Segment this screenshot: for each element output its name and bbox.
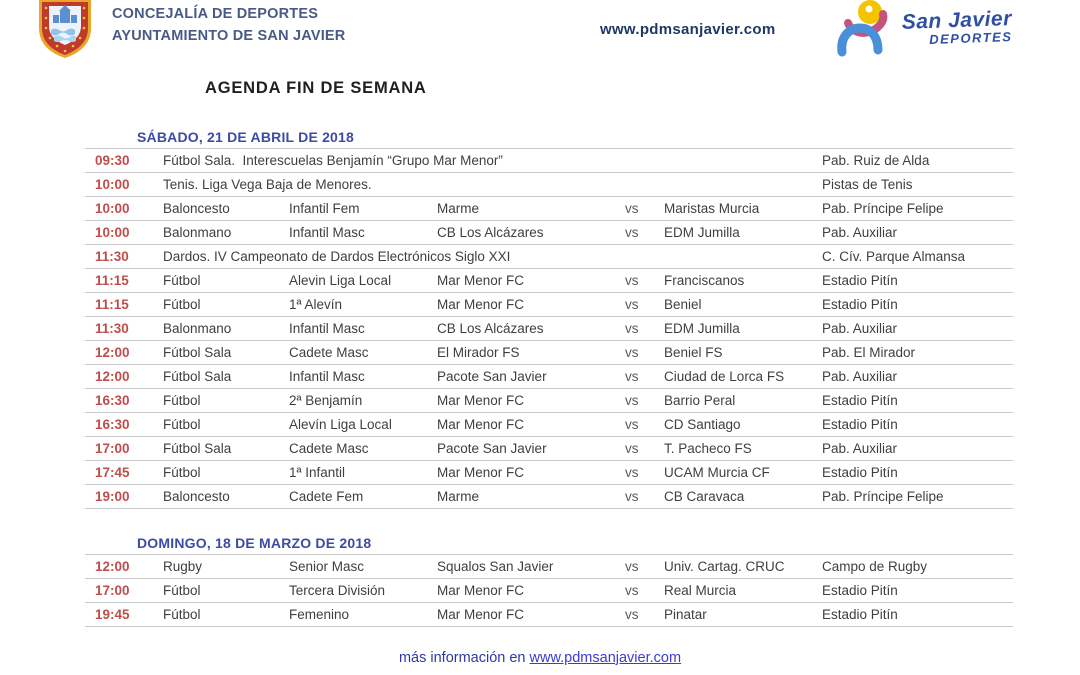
away-team: Franciscanos <box>664 273 745 288</box>
website-link[interactable]: www.pdmsanjavier.com <box>600 21 776 38</box>
home-team: Mar Menor FC <box>437 417 525 432</box>
event-category: Cadete Masc <box>289 441 369 456</box>
stylized-person-icon <box>826 0 904 58</box>
event-venue: Pab. Auxiliar <box>822 441 898 456</box>
event-venue: Pab. Príncipe Felipe <box>822 201 944 216</box>
event-category: Tercera División <box>289 583 386 598</box>
schedule-table <box>85 128 1013 627</box>
event-time: 10:00 <box>95 225 130 240</box>
vs-label: vs <box>625 417 639 432</box>
vs-label: vs <box>625 201 639 216</box>
shield-icon <box>38 0 92 58</box>
event-sport: Baloncesto <box>163 489 230 504</box>
event-venue: Pistas de Tenis <box>822 177 913 192</box>
event-time: 12:00 <box>95 345 130 360</box>
section-heading: DOMINGO, 18 DE MARZO DE 2018 <box>137 535 372 551</box>
event-venue: Pab. Auxiliar <box>822 321 898 336</box>
footer-text: más información en <box>398 650 530 666</box>
away-team: CB Caravaca <box>664 489 745 504</box>
away-team: Univ. Cartag. CRUC <box>664 559 785 574</box>
section-heading: SÁBADO, 21 DE ABRIL DE 2018 <box>137 129 355 145</box>
schedule-row <box>85 173 1013 197</box>
vs-label: vs <box>625 225 639 240</box>
event-time: 17:45 <box>95 465 130 480</box>
away-team: Barrio Peral <box>664 393 736 408</box>
schedule-row <box>85 437 1013 461</box>
event-time: 10:00 <box>95 201 130 216</box>
away-team: UCAM Murcia CF <box>664 465 770 480</box>
schedule-row <box>85 197 1013 221</box>
logo-subtitle: DEPORTES <box>928 29 1013 47</box>
event-time: 11:15 <box>95 297 129 312</box>
event-venue: Estadio Pitín <box>822 273 898 288</box>
schedule-row <box>85 389 1013 413</box>
home-team: Mar Menor FC <box>437 297 525 312</box>
event-time: 12:00 <box>95 559 130 574</box>
schedule-row <box>85 245 1013 269</box>
event-sport: Fútbol <box>163 273 201 288</box>
event-venue: Pab. Príncipe Felipe <box>822 489 944 504</box>
event-time: 17:00 <box>95 583 130 598</box>
away-team: Maristas Murcia <box>664 201 760 216</box>
vs-label: vs <box>625 393 639 408</box>
san-javier-deportes-logo <box>826 0 1012 58</box>
event-venue: Estadio Pitín <box>822 583 898 598</box>
footer <box>0 650 1080 666</box>
event-time: 11:30 <box>95 249 129 264</box>
org-line1: CONCEJALÍA DE DEPORTES <box>112 6 319 22</box>
vs-label: vs <box>625 607 639 622</box>
vs-label: vs <box>625 489 639 504</box>
event-venue: Pab. El Mirador <box>822 345 916 360</box>
schedule-row <box>85 365 1013 389</box>
event-sport: Baloncesto <box>163 201 230 216</box>
event-sport: Balonmano <box>163 321 232 336</box>
away-team: Pinatar <box>664 607 707 622</box>
away-team: Beniel FS <box>664 345 723 360</box>
away-team: Ciudad de Lorca FS <box>664 369 785 384</box>
event-sport: Fútbol Sala <box>163 441 232 456</box>
event-category: Infantil Masc <box>289 369 365 384</box>
event-time: 19:45 <box>95 607 130 622</box>
event-venue: Pab. Auxiliar <box>822 369 898 384</box>
vs-label: vs <box>625 297 639 312</box>
away-team: T. Pacheco FS <box>664 441 752 456</box>
event-category: 1ª Alevín <box>289 297 343 312</box>
vs-label: vs <box>625 441 639 456</box>
away-team: Beniel <box>664 297 702 312</box>
event-sport: Rugby <box>163 559 203 574</box>
vs-label: vs <box>625 465 639 480</box>
event-sport: Fútbol <box>163 393 201 408</box>
logo-title: San Javier <box>901 7 1013 34</box>
home-team: Squalos San Javier <box>437 559 554 574</box>
event-category: Infantil Fem <box>289 201 360 216</box>
town-crest-logo <box>38 0 92 63</box>
event-sport: Fútbol <box>163 297 201 312</box>
section-rows <box>85 554 1013 627</box>
event-category: Infantil Masc <box>289 321 365 336</box>
schedule-row <box>85 579 1013 603</box>
event-category: 2ª Benjamín <box>289 393 363 408</box>
vs-label: vs <box>625 583 639 598</box>
schedule-row <box>85 485 1013 509</box>
event-sport: Fútbol <box>163 417 201 432</box>
event-description: Fútbol Sala. Interescuelas Benjamín “Grupo Mar Menor” <box>163 153 503 168</box>
event-venue: Pab. Ruiz de Alda <box>822 153 930 168</box>
vs-label: vs <box>625 321 639 336</box>
schedule-row <box>85 461 1013 485</box>
event-sport: Fútbol <box>163 465 201 480</box>
home-team: Mar Menor FC <box>437 583 525 598</box>
home-team: CB Los Alcázares <box>437 321 544 336</box>
schedule-row <box>85 555 1013 579</box>
event-time: 11:30 <box>95 321 129 336</box>
vs-label: vs <box>625 345 639 360</box>
vs-label: vs <box>625 559 639 574</box>
schedule-row <box>85 341 1013 365</box>
schedule-row <box>85 269 1013 293</box>
event-category: Femenino <box>289 607 350 622</box>
home-team: Mar Menor FC <box>437 465 525 480</box>
home-team: Pacote San Javier <box>437 369 547 384</box>
event-time: 16:30 <box>95 417 130 432</box>
home-team: El Mirador FS <box>437 345 520 360</box>
event-time: 16:30 <box>95 393 130 408</box>
schedule-row <box>85 149 1013 173</box>
home-team: Mar Menor FC <box>437 607 525 622</box>
event-time: 12:00 <box>95 369 130 384</box>
logo-wordmark <box>901 7 1012 48</box>
vs-label: vs <box>625 273 639 288</box>
event-sport: Fútbol Sala <box>163 369 232 384</box>
home-team: Mar Menor FC <box>437 393 525 408</box>
event-time: 19:00 <box>95 489 130 504</box>
home-team: CB Los Alcázares <box>437 225 544 240</box>
organization-name <box>112 3 345 47</box>
event-time: 11:15 <box>95 273 129 288</box>
home-team: Pacote San Javier <box>437 441 547 456</box>
home-team: Mar Menor FC <box>437 273 525 288</box>
away-team: EDM Jumilla <box>664 225 740 240</box>
event-time: 09:30 <box>95 153 130 168</box>
away-team: Real Murcia <box>664 583 737 598</box>
event-venue: Estadio Pitín <box>822 393 898 408</box>
event-venue: Pab. Auxiliar <box>822 225 898 240</box>
schedule-row <box>85 603 1013 627</box>
event-category: Senior Masc <box>289 559 365 574</box>
event-category: Alevín Liga Local <box>289 417 392 432</box>
event-venue: Estadio Pitín <box>822 417 898 432</box>
schedule-row <box>85 317 1013 341</box>
event-venue: Estadio Pitín <box>822 465 898 480</box>
home-team: Marme <box>437 201 480 216</box>
event-description: Tenis. Liga Vega Baja de Menores. <box>163 177 372 192</box>
vs-label: vs <box>625 369 639 384</box>
event-time: 10:00 <box>95 177 130 192</box>
event-sport: Fútbol <box>163 607 201 622</box>
event-category: Cadete Fem <box>289 489 364 504</box>
page-title: AGENDA FIN DE SEMANA <box>205 79 427 97</box>
org-line2: AYUNTAMIENTO DE SAN JAVIER <box>112 28 346 44</box>
event-venue: Campo de Rugby <box>822 559 928 574</box>
event-venue: C. Cív. Parque Almansa <box>822 249 966 264</box>
event-description: Dardos. IV Campeonato de Dardos Electrónicos Siglo XXI <box>163 249 511 264</box>
event-category: 1ª Infantil <box>289 465 346 480</box>
section-rows <box>85 148 1013 509</box>
away-team: CD Santiago <box>664 417 741 432</box>
footer-link[interactable]: www.pdmsanjavier.com <box>529 650 682 666</box>
event-sport: Balonmano <box>163 225 232 240</box>
schedule-row <box>85 221 1013 245</box>
event-category: Infantil Masc <box>289 225 365 240</box>
event-venue: Estadio Pitín <box>822 607 898 622</box>
event-sport: Fútbol Sala <box>163 345 232 360</box>
schedule-row <box>85 413 1013 437</box>
event-venue: Estadio Pitín <box>822 297 898 312</box>
schedule-row <box>85 293 1013 317</box>
event-sport: Fútbol <box>163 583 201 598</box>
event-time: 17:00 <box>95 441 130 456</box>
event-category: Alevin Liga Local <box>289 273 392 288</box>
away-team: EDM Jumilla <box>664 321 740 336</box>
event-category: Cadete Masc <box>289 345 369 360</box>
home-team: Marme <box>437 489 480 504</box>
